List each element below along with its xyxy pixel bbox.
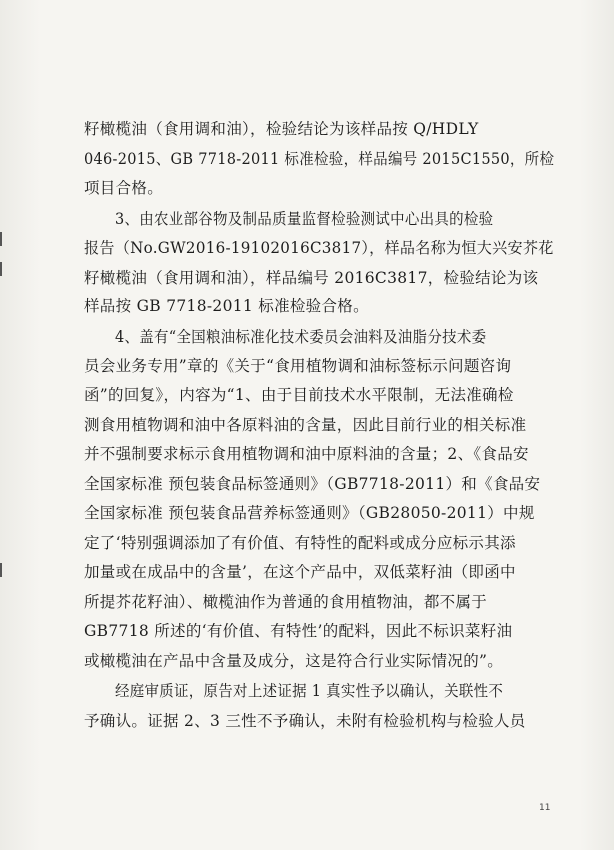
- text-line: 定了‘特别强调添加了有价值、有特性的配料或成分应标示其添: [84, 534, 516, 552]
- text-line: 函”的回复》，内容为“1、由于目前技术水平限制，无法准确检: [84, 386, 514, 404]
- text-line: 经庭审质证，原告对上述证据 1 真实性予以确认，关联性不: [115, 682, 504, 700]
- scan-edge-mark: [0, 262, 2, 276]
- text-line: 样品按 GB 7718-2011 标准检验合格。: [84, 297, 369, 315]
- text-line: 3、由农业部谷物及制品质量监督检验测试中心出具的检验: [115, 210, 494, 228]
- scan-edge-mark: [0, 563, 2, 577]
- text-line: 项目合格。: [84, 179, 164, 197]
- text-line: 或橄榄油在产品中含量及成分，这是符合行业实际情况的”。: [84, 652, 504, 670]
- text-line: 员会业务专用”章的《关于“食用植物调和油标签标示问题咨询: [84, 357, 512, 375]
- text-line: 所提芥花籽油）、橄榄油作为普通的食用植物油，都不属于: [84, 593, 488, 611]
- scan-edge-mark: [0, 232, 2, 246]
- text-line: 4、盖有“全国粮油标准化技术委员会油料及油脂分技术委: [115, 328, 487, 346]
- text-line: 全国家标准 预包装食品营养标签通则》（GB28050-2011）中规: [84, 504, 535, 522]
- text-line: 并不强制要求标示食用植物调和油中原料油的含量；2、《食品安: [84, 445, 529, 463]
- text-line: 046-2015、GB 7718-2011 标准检验，样品编号 2015C1550，所检: [84, 150, 555, 168]
- text-line: 加量或在成品中的含量’，在这个产品中，双低菜籽油（即函中: [84, 563, 516, 581]
- text-line: 全国家标准 预包装食品标签通则》（GB7718-2011）和《食品安: [84, 475, 541, 493]
- text-line: 籽橄榄油（食用调和油），检验结论为该样品按 Q/HDLY: [84, 120, 479, 138]
- text-line: 籽橄榄油（食用调和油），样品编号 2016C3817，检验结论为该: [84, 269, 539, 287]
- text-line: GB7718 所述的‘有价值、有特性’的配料，因此不标识菜籽油: [84, 622, 513, 640]
- text-line: 予确认。证据 2、3 三性不予确认，未附有检验机构与检验人员: [84, 712, 526, 730]
- text-line: 测食用植物调和油中各原料油的含量，因此目前行业的相关标准: [84, 416, 527, 434]
- text-line: 报告（No.GW2016-19102016C3817），样品名称为恒大兴安芥花: [84, 239, 554, 257]
- page-number: 11: [539, 803, 551, 813]
